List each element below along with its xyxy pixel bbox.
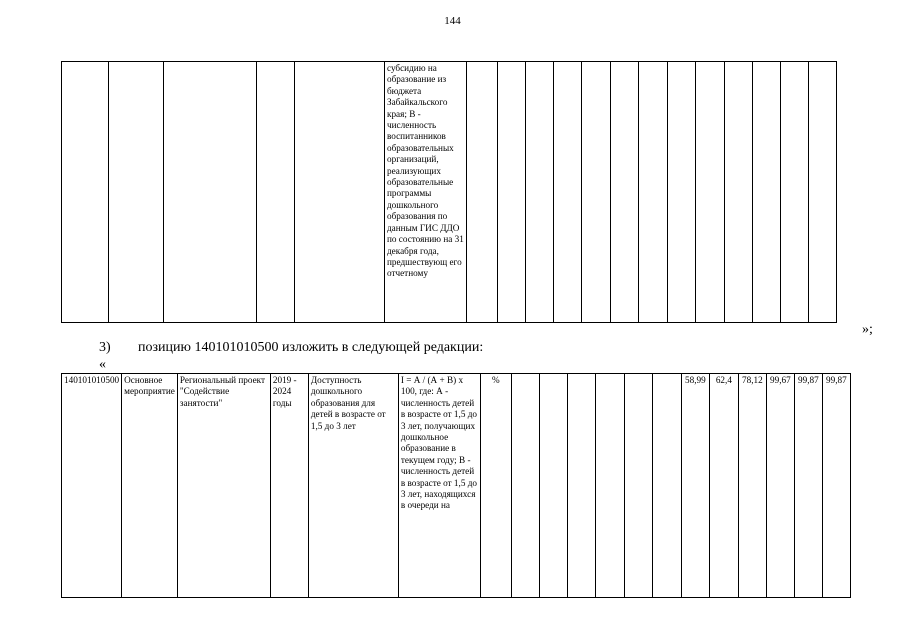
- closing-quote: »;: [862, 322, 873, 337]
- table-cell: [809, 62, 837, 323]
- table-cell: [781, 62, 809, 323]
- page-number: 144: [444, 15, 461, 27]
- table-row: [62, 374, 851, 598]
- table-cell: [595, 374, 624, 598]
- code-cell: 140101010500: [62, 374, 122, 598]
- type-cell: Основное мероприятие: [122, 374, 178, 598]
- item-text: позицию 140101010500 изложить в следующей редакции:: [138, 340, 484, 355]
- table-cell: [62, 62, 109, 323]
- table-cell: [539, 374, 567, 598]
- item-number: 3): [99, 340, 111, 355]
- table-cell: [164, 62, 257, 323]
- table-cell: [582, 62, 611, 323]
- position-table: [61, 373, 851, 598]
- indicator-cell: Доступность дошкольного образования для детей в возрасте от 1,5 до 3 лет: [308, 374, 398, 598]
- table-cell: [498, 62, 526, 323]
- table-cell: [511, 374, 539, 598]
- table-cell: [554, 62, 582, 323]
- value-cell: 99,87: [794, 374, 822, 598]
- table-cell: [526, 62, 554, 323]
- table-cell: [611, 62, 639, 323]
- years-cell: 2019 - 2024 годы: [270, 374, 308, 598]
- table-cell: [668, 62, 696, 323]
- unit-cell: %: [480, 374, 511, 598]
- value-cell: 99,67: [766, 374, 794, 598]
- value-cell: 78,12: [738, 374, 766, 598]
- name-cell: Региональный проект "Содействие занятости": [177, 374, 270, 598]
- table-cell: [696, 62, 725, 323]
- formula-cell: субсидию на образование из бюджета Забайкальского края; В - численность воспитанников образовательных организаций, реализующих образовательные программы дошкольного образования по данным ГИС ДДО по состоянию на 31 декабря года, предшествующ его отчетному: [385, 62, 467, 323]
- table-cell: [567, 374, 595, 598]
- opening-quote: «: [99, 357, 106, 372]
- table-cell: [257, 62, 295, 323]
- table-cell: [624, 374, 652, 598]
- continuation-table: [61, 61, 837, 323]
- value-cell: 58,99: [681, 374, 709, 598]
- value-cell: 99,87: [822, 374, 850, 598]
- table-cell: [652, 374, 681, 598]
- formula-cell: I = А / (А + В) х 100, где: А - численность детей в возрасте от 1,5 до 3 лет, получающих дошкольное образование в текущем году; В - численность детей в возрасте от 1,5 до 3 лет, находящихся в очереди на: [398, 374, 480, 598]
- table-cell: [753, 62, 781, 323]
- table-cell: [295, 62, 385, 323]
- table-cell: [725, 62, 753, 323]
- table-cell: [639, 62, 668, 323]
- table-cell: [109, 62, 164, 323]
- table-cell: [467, 62, 498, 323]
- value-cell: 62,4: [709, 374, 738, 598]
- table-row: [62, 62, 837, 323]
